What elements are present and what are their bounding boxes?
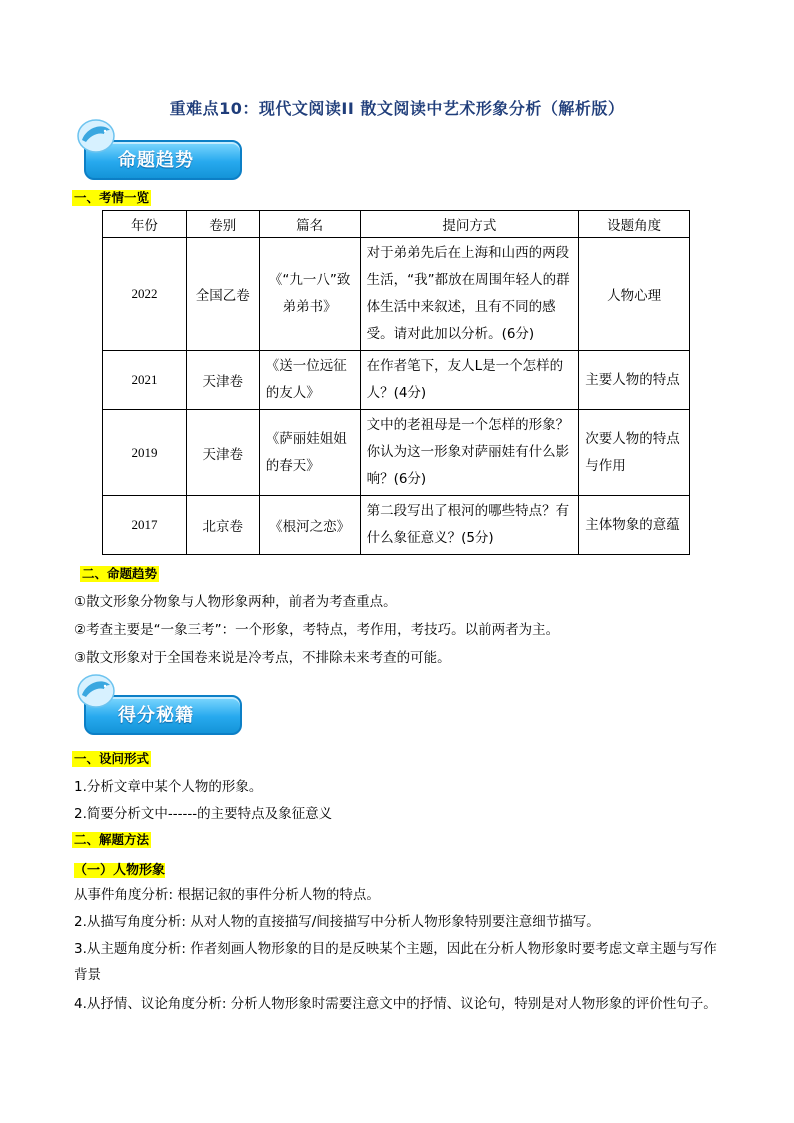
cell-title: 《萨丽娃姐姐的春天》 [259,410,360,496]
cell-paper: 全国乙卷 [186,238,259,351]
cell-year: 2019 [103,410,187,496]
table-header-cell: 卷别 [186,211,259,238]
table-header-cell: 提问方式 [360,211,579,238]
table-row [103,496,690,555]
cell-year: 2022 [103,238,187,351]
section-heading-trend: 二、命题趋势 [82,566,158,581]
cell-question: 对于弟弟先后在上海和山西的两段生活，“我”都放在周围年轻人的群体生活中来叙述，且有不同的感受。请对此加以分析。(6分) [360,238,579,351]
method-line-1: 从事件角度分析: 根据记叙的事件分析人物的特点。 [74,887,380,903]
cell-question: 在作者笔下，友人L是一个怎样的人？(4分) [360,351,579,410]
section-heading-question-form: 一、设问形式 [74,751,150,766]
page-title: 重难点10：现代文阅读II 散文阅读中艺术形象分析（解析版） [169,99,625,118]
subheading-character-text: （一）人物形象 [74,863,166,878]
cell-angle: 主要人物的特点 [579,351,690,410]
cell-paper: 天津卷 [186,351,259,410]
table-header-cell: 设题角度 [579,211,690,238]
subheading-character [74,859,165,878]
question-form-line-2: 2.简要分析文中------的主要特点及象征意义 [74,806,333,822]
question-form-line-1: 1.分析文章中某个人物的形象。 [74,779,263,795]
table-row [103,410,690,496]
method-line-3: 3.从主题角度分析: 作者刻画人物形象的目的是反映某个主题，因此在分析人物形象时要考虑文章主题与写作背景 [74,941,717,983]
trend-line-1: ①散文形象分物象与人物形象两种，前者为考查重点。 [74,594,397,610]
exam-overview-table [102,210,690,555]
section-heading-overview: 一、考情一览 [74,190,150,205]
cell-title: 《根河之恋》 [259,496,360,555]
cell-angle: 主体物象的意蕴 [579,496,690,555]
banner-trend [74,128,244,188]
dolphin-icon [74,116,118,156]
cell-paper: 天津卷 [186,410,259,496]
banner-trend-label: 命题趋势 [118,150,194,171]
cell-title: 《“九一八”致弟弟书》 [259,238,360,351]
cell-title: 《送一位远征的友人》 [259,351,360,410]
dolphin-icon [74,671,118,711]
section-heading-method: 二、解题方法 [74,832,150,847]
table-header-row [103,211,690,238]
trend-line-3: ③散文形象对于全国卷来说是冷考点，不排除未来考查的可能。 [74,650,451,666]
cell-question: 第二段写出了根河的哪些特点？有什么象征意义？(5分) [360,496,579,555]
method-line-4: 4.从抒情、议论角度分析: 分析人物形象时需要注意文中的抒情、议论句，特别是对人物形象的评价性句子。 [74,996,717,1012]
method-line-2: 2.从描写角度分析: 从对人物的直接描写/间接描写中分析人物形象特别要注意细节描写。 [74,914,600,930]
table-row [103,238,690,351]
cell-angle: 人物心理 [579,238,690,351]
banner-tips [74,683,244,743]
cell-year: 2021 [103,351,187,410]
trend-line-2: ②考查主要是“一象三考”：一个形象，考特点，考作用，考技巧。以前两者为主。 [74,622,560,638]
cell-angle: 次要人物的特点与作用 [579,410,690,496]
cell-year: 2017 [103,496,187,555]
cell-question: 文中的老祖母是一个怎样的形象？你认为这一形象对萨丽娃有什么影响？(6分) [360,410,579,496]
table-header-cell: 篇名 [259,211,360,238]
banner-tips-label: 得分秘籍 [118,705,194,726]
cell-paper: 北京卷 [186,496,259,555]
table-header-cell: 年份 [103,211,187,238]
table-row [103,351,690,410]
